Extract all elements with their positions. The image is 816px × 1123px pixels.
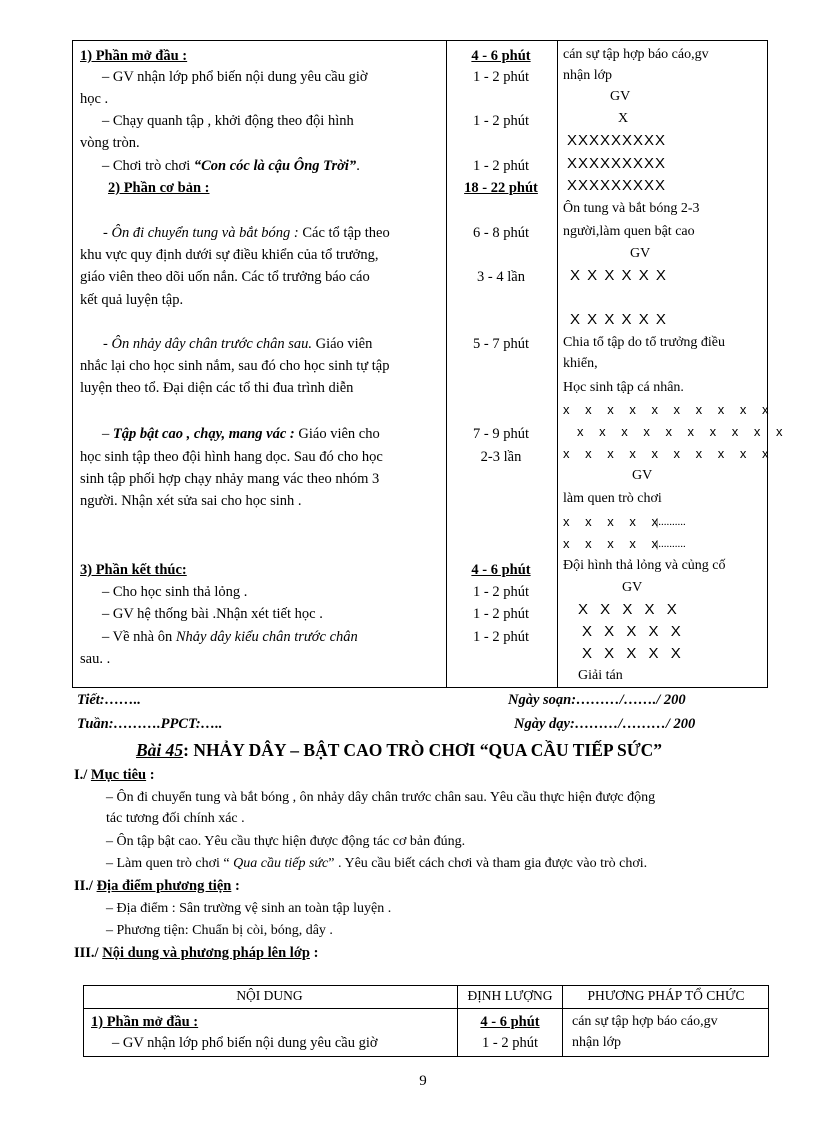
objective-line: – Làm quen trò chơi “ Qua cầu tiếp sức” . Yêu cầu biết cách chơi và tham gia được vào trò chơi. [106, 856, 648, 871]
method-text: Đội hình thả lỏng và củng cố [563, 558, 726, 573]
formation-mark: X [618, 111, 629, 126]
column-divider [557, 41, 558, 687]
method-text: nhận lớp [563, 68, 613, 83]
part2-title: 2) Phần cơ bản : [108, 180, 210, 196]
header-content: NỘI DUNG [236, 988, 303, 1003]
formation-row: X X X X X X [570, 267, 667, 284]
formation-row: X X X X X [578, 601, 681, 618]
method-text: cán sự tập hợp báo cáo,gv [572, 1014, 718, 1029]
formation-teacher: GV [622, 580, 643, 595]
formation-row: XXXXXXXXX [567, 132, 667, 149]
formation-line: |.......... [656, 538, 686, 550]
formation-row: x x x x x [563, 514, 664, 529]
part1-line: – Chạy quanh tập , khởi động theo đội hình [102, 113, 354, 129]
part2-activity: – Tập bật cao , chạy, mang vác : Giáo viên cho [102, 426, 380, 442]
formation-row: X X X X X [582, 645, 685, 662]
method-text: cán sự tập hợp báo cáo,gv [563, 47, 709, 62]
part3-line: sau. . [80, 651, 111, 667]
formation-row: X X X X X X [570, 311, 667, 328]
section-location-heading: II./ Địa điểm phương tiện : [74, 878, 240, 894]
part2-line: khu vực quy định dưới sự điều khiển của tổ trưởng, [80, 247, 379, 263]
part1-title: 1) Phần mở đầu : [80, 48, 188, 64]
method-text: Học sinh tập cá nhân. [563, 380, 684, 395]
lesson-title: Bài 45: NHẢY DÂY – BẬT CAO TRÒ CHƠI “QUA CẦU TIẾP SỨC” [136, 740, 663, 760]
part2-total: 18 - 22 phút [464, 180, 538, 196]
duration: 1 - 2 phút [473, 158, 529, 174]
formation-teacher: GV [630, 246, 651, 261]
part1-total: 4 - 6 phút [471, 48, 531, 64]
part2-line: kết quả luyện tập. [80, 292, 184, 308]
objective-line: tác tương đối chính xác . [106, 811, 245, 826]
duration: 1 - 2 phút [473, 584, 529, 600]
formation-teacher: GV [632, 468, 653, 483]
formation-row: x x x x x [563, 536, 664, 551]
part2-line: người. Nhận xét sửa sai cho học sinh . [80, 493, 302, 509]
method-text: Chia tổ tập do tổ trưởng điều [563, 335, 725, 350]
duration: 1 - 2 phút [482, 1035, 538, 1051]
method-text: người,làm quen bật cao [563, 224, 695, 239]
part2-line: học sinh tập theo đội hình hang dọc. Sau đó cho học [80, 449, 383, 465]
column-divider [562, 986, 563, 1056]
part1-game-line: – Chơi trò chơi “Con cóc là cậu Ông Trời”. [102, 158, 360, 174]
duration: 5 - 7 phút [473, 336, 529, 352]
equipment-line: – Phương tiện: Chuẩn bị còi, bóng, dây . [106, 923, 333, 938]
objective-line: – Ôn đi chuyển tung và bắt bóng , ôn nhảy dây chân trước chân sau. Yêu cầu thực hiện được động [106, 790, 656, 805]
header-divider [84, 1008, 768, 1009]
part2-activity: - Ôn nhảy dây chân trước chân sau. Giáo viên [103, 336, 373, 352]
formation-row: XXXXXXXXX [567, 177, 667, 194]
repetitions: 3 - 4 lần [477, 269, 525, 285]
part2-line: sinh tập phối hợp chạy nhảy mang vác theo nhóm 3 [80, 471, 380, 487]
method-text: nhận lớp [572, 1035, 622, 1050]
formation-row: x x x x x x x x x x [577, 424, 789, 439]
formation-row: XXXXXXXXX [567, 155, 667, 172]
part3-line: – GV hệ thống bài .Nhận xét tiết học . [102, 606, 323, 622]
part2-line: giáo viên theo dõi uốn nắn. Các tổ trưởng báo cáo [80, 269, 370, 285]
part2-line: nhắc lại cho học sinh nắm, sau đó cho học sinh tự tập [80, 358, 390, 374]
part3-total: 4 - 6 phút [471, 562, 531, 578]
formation-row: x x x x x x x x x x [563, 402, 775, 417]
duration: 1 - 2 phút [473, 69, 529, 85]
prepared-date: Ngày soạn:………/……./ 200 [508, 692, 686, 708]
part1-line: vòng tròn. [80, 135, 140, 151]
part2-activity: - Ôn đi chuyển tung và bắt bóng : Các tổ tập theo [103, 225, 390, 241]
header-method: PHƯƠNG PHÁP TỔ CHỨC [587, 988, 745, 1003]
objective-line: – Ôn tập bật cao. Yêu cầu thực hiện được động tác cơ bản đúng. [106, 834, 466, 849]
location-line: – Địa điểm : Sân trường vệ sinh an toàn tập luyện . [106, 901, 392, 916]
method-text: làm quen trò chơi [563, 491, 662, 506]
repetitions: 2-3 lần [480, 449, 522, 465]
method-text: Ôn tung và bắt bóng 2-3 [563, 201, 700, 216]
part1-line: – GV nhận lớp phổ biến nội dung yêu cầu giờ [102, 69, 368, 85]
duration: 1 - 2 phút [473, 629, 529, 645]
part3-title: 3) Phần kết thúc: [80, 562, 187, 578]
page-number: 9 [419, 1073, 427, 1089]
duration: 6 - 8 phút [473, 225, 529, 241]
part3-line: – Cho học sinh thả lỏng . [102, 584, 248, 600]
section-objectives-heading: I./ Mục tiêu : [74, 767, 155, 783]
lesson-period: Tiết:…….. [77, 692, 141, 708]
part1-line: – GV nhận lớp phổ biến nội dung yêu cầu giờ [112, 1035, 378, 1051]
part3-line: – Về nhà ôn Nhảy dây kiểu chân trước chân [102, 629, 358, 645]
formation-line: |.......... [656, 516, 686, 528]
section-content-heading: III./ Nội dung và phương pháp lên lớp : [74, 945, 319, 961]
duration: 7 - 9 phút [473, 426, 529, 442]
formation-teacher: GV [610, 89, 631, 104]
duration: 1 - 2 phút [473, 113, 529, 129]
part1-line: học . [80, 91, 109, 107]
formation-row: X X X X X [582, 623, 685, 640]
method-text: Giải tán [578, 668, 623, 683]
part1-total: 4 - 6 phút [480, 1014, 540, 1030]
teaching-date: Ngày dạy:………/………/ 200 [514, 716, 696, 732]
duration: 1 - 2 phút [473, 606, 529, 622]
week-ppct: Tuần:……….PPCT:….. [77, 716, 223, 732]
part2-line: luyện theo tổ. Đại diện các tổ thi đua trình diễn [80, 380, 354, 396]
formation-row: x x x x x x x x x x [563, 446, 775, 461]
method-text: khiển, [563, 356, 598, 371]
header-quantity: ĐỊNH LƯỢNG [467, 988, 553, 1003]
part1-title: 1) Phần mở đầu : [91, 1014, 199, 1030]
